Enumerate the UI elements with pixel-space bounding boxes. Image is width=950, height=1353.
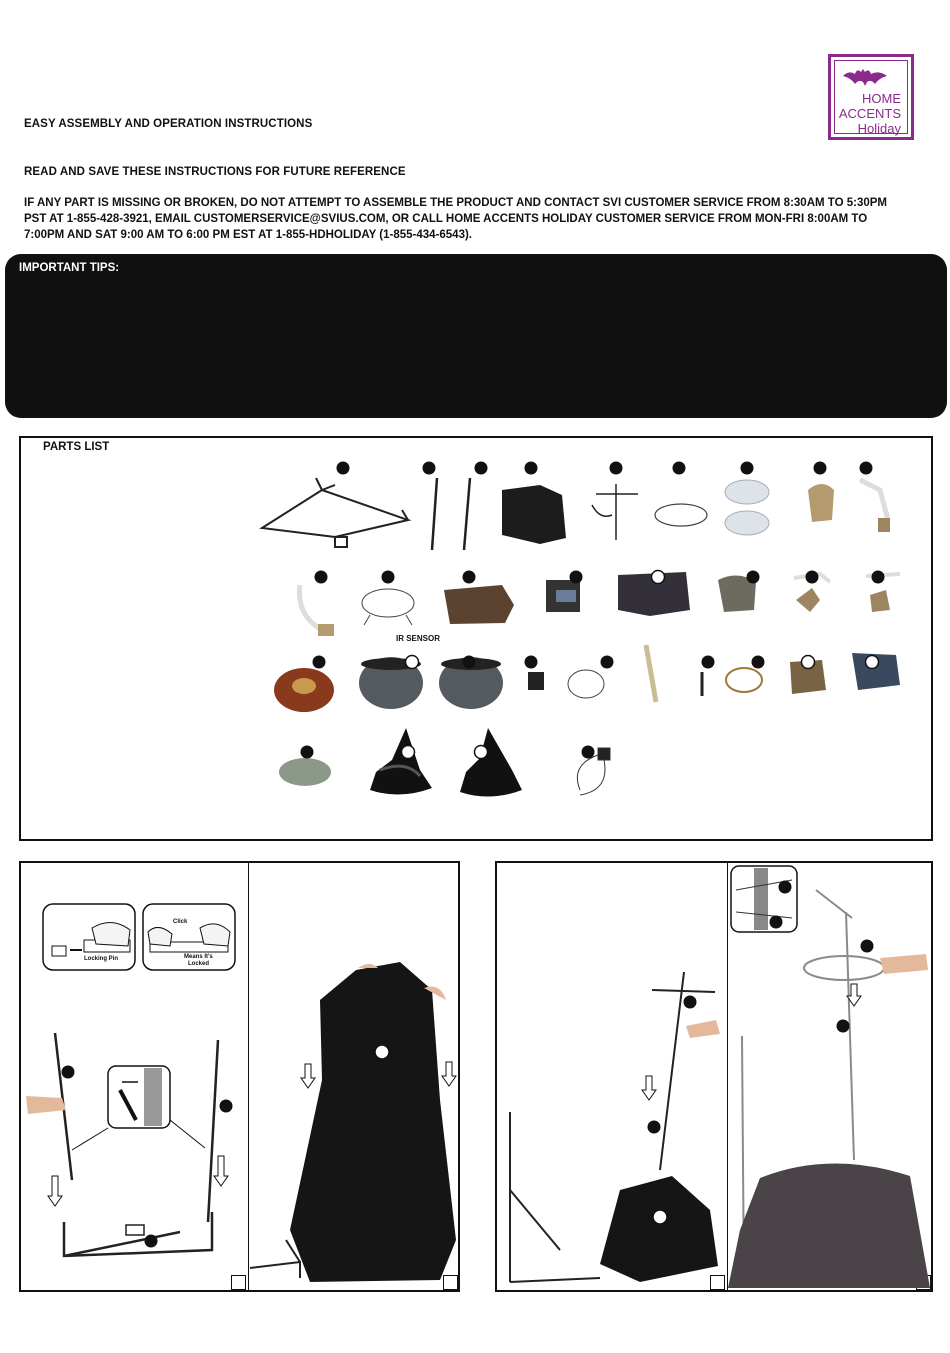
- step-3-marker-a: [684, 996, 697, 1009]
- important-tips-title: IMPORTANT TIPS:: [19, 262, 120, 274]
- document-title: EASY ASSEMBLY AND OPERATION INSTRUCTIONS: [24, 118, 313, 130]
- logo-line-holiday: Holiday: [857, 121, 901, 136]
- step-3-robe: [600, 1176, 718, 1282]
- step-4-inset: [731, 866, 797, 932]
- step-2-frame-base: [250, 1240, 300, 1278]
- step-4-marker-d: [837, 1020, 850, 1033]
- click-label: Click: [173, 919, 188, 925]
- step-1-base-marker: [145, 1235, 158, 1248]
- step-4-marker-b: [770, 916, 783, 929]
- parts-list-title: PARTS LIST: [43, 441, 110, 453]
- step-4-marker-a: [779, 881, 792, 894]
- step-1-pole-marker-b: [220, 1100, 233, 1113]
- step-3-down-arrow: [642, 1076, 656, 1100]
- step-2-robe-marker: [375, 1045, 389, 1059]
- ir-sensor-label: IR SENSOR: [396, 634, 441, 643]
- step-3-hand: [686, 1020, 720, 1038]
- step-3-marker-c: [653, 1210, 667, 1224]
- step-1-down-arrows: [48, 1156, 228, 1206]
- step-3-marker-b: [648, 1121, 661, 1134]
- step-4-robe: [728, 1163, 930, 1288]
- means-locked-label-2: Locked: [188, 961, 210, 967]
- locking-pin-label: Locking Pin: [84, 956, 119, 962]
- step-4-hand: [880, 954, 928, 974]
- logo-line-home: HOME: [862, 91, 901, 106]
- means-locked-label-1: Means It's: [184, 954, 213, 960]
- step-4-marker-c: [861, 940, 874, 953]
- step-1-hand: [26, 1096, 66, 1114]
- step-1-pin-callout: [72, 1066, 205, 1150]
- step-1-pole-marker-a: [62, 1066, 75, 1079]
- read-save-notice: READ AND SAVE THESE INSTRUCTIONS FOR FUTURE REFERENCE: [24, 166, 406, 178]
- step-2-robe: [290, 962, 456, 1282]
- missing-parts-notice: IF ANY PART IS MISSING OR BROKEN, DO NOT ATTEMPT TO ASSEMBLE THE PRODUCT AND CONTACT SVI CUSTOMER SERVICE FROM 8:30AM TO 5:30PM PST AT 1-855-428-3921, EMAIL CUSTOMERSERVICE@SVIUS.COM, OR CALL HOME ACCENTS HOLIDAY CUSTOMER SERVICE FROM MON-FRI 8:00AM TO 7:00PM AND SAT 9:00 AM TO 6:00 PM EST AT 1-855-HDHOLIDAY (1-855-434-6543).: [24, 197, 887, 241]
- logo-line-accents: ACCENTS: [838, 106, 901, 121]
